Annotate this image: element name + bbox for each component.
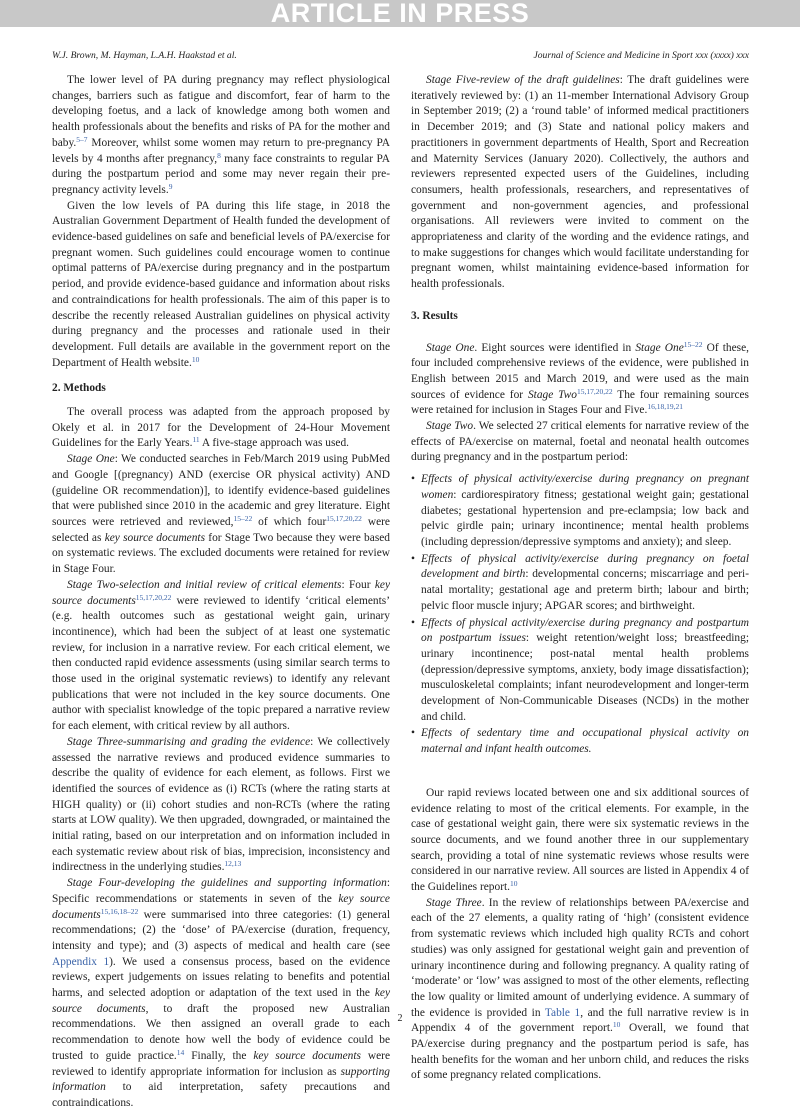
citation[interactable]: 15,17,20,22 — [576, 386, 613, 396]
spacer — [411, 766, 749, 786]
list-item: • Effects of sedentary time and occupational physical activity on maternal and infant health outcomes. — [411, 726, 749, 757]
citation[interactable]: 15,16,18–22 — [100, 906, 139, 916]
paragraph: The overall process was adapted from the approach proposed by Okely et al. in 2017 for the Development of 24-Hour Movement Guidelines for the Early Years.$^{11}$ A five-stage approach was used. — [52, 406, 390, 450]
list-item: • Effects of physical activity/exercise during pregnancy and postpartum on postpartum issues: weight retention/weight loss; breastfeeding; urinary incontinence; post-natal mental health problems (depression/depressive symptoms, anxiety, body image dissatisfaction); musculoskeletal complaints; infant neurodevelopment and longer-term development of Non-Communicable Diseases (NCDs) in the mother and child. — [411, 616, 749, 726]
paragraph: Stage One. Eight sources were identified in Stage One$^{15-22}$ Of these, four included comprehensive reviews of the evidence, were published in English between 2015 and March 2019, and were used as the main sources of evidence for Stage Two$^{15,17,20,22}$ The four remaining sources were retained for inclusion in Stages Four and Five.$^{16,18,19,21}$ — [411, 339, 749, 417]
page-number: 2 — [397, 1013, 403, 1024]
paragraph: Given the low levels of PA during this life stage, in 2018 the Australian Government Department of Health funded the development of evidence-based guidelines on safe and beneficial levels of PA/exercise for pregnant women. Such guidelines could encourage women to continue optimal patterns of PA/exercise during pregnancy and in the postpartum period, and provide evidence-based guidance and information about risks and contraindications for health professionals. The aim of this paper is to describe the recently released Australian guidelines on physical activity during pregnancy and the processes and rationale used in their development. Full details are available in the government report on the Department of Health website.$^{10}$ — [52, 199, 390, 369]
running-head — [52, 50, 749, 61]
citation[interactable]: 10 — [510, 879, 518, 889]
citation[interactable]: 12,13 — [224, 859, 242, 869]
list-item: • Effects of physical activity/exercise during pregnancy on foetal development and birth: developmental concerns; miscarriage and peri-natal mortality; gestational age and preterm birth; labour and birth; pelvic floor muscle injury; APGAR scores; and birthweight. — [411, 552, 749, 615]
citation[interactable]: 15,17,20,22 — [326, 513, 362, 523]
list-item: • Effects of physical activity/exercise during pregnancy on pregnant women: cardiorespiratory fitness; gestational weight gain; gestational diabetes; gestational hypertension and pre-eclampsia; low back and pelvic girdle pain; urinary incontinence; mental health problems (including depression/depressive symptoms and anxiety); and sleep. — [411, 472, 749, 551]
running-head-journal: Journal of Science and Medicine in Sport xxx (xxxx) xxx — [533, 50, 749, 61]
article-in-press-banner: ARTICLE IN PRESS — [0, 0, 800, 27]
right-column — [411, 73, 749, 1084]
citation[interactable]: 15–22 — [683, 339, 703, 349]
citation[interactable]: 15–22 — [233, 513, 253, 523]
paragraph: Stage Three-summarising and grading the evidence: We collectively assessed the narrative reviews and produced evidence summaries to describe the quality of evidence for each element, as follows. First we identified the sources of evidence as (i) RCTs (where the rating starts at HIGH quality) or (ii) cohort studies and non-RCTs (where the rating starts at LOW quality). We then upgraded, downgraded, or maintained the initial rating, based on our interpretation and on information included in each systematic review about risk of bias, imprecision, inconsistency and indirectness in the underlying studies.$^{12,13}$ — [52, 735, 390, 874]
critical-elements-list — [411, 472, 749, 758]
citation[interactable]: 8 — [217, 150, 221, 160]
citation[interactable]: 9 — [168, 181, 173, 191]
citation[interactable]: 16,18,19,21 — [647, 402, 683, 412]
table-link[interactable]: Table 1 — [544, 1006, 581, 1019]
citation[interactable]: 10 — [191, 354, 200, 364]
section-heading-results: 3. Results — [411, 309, 458, 322]
citation[interactable]: 5–7 — [76, 134, 88, 144]
citation[interactable]: 10 — [612, 1020, 621, 1030]
paragraph: Stage Four-developing the guidelines and supporting information: Specific recommendations or statements in seven of the key source documents$^{15,16,18-22}$ were summarised into three categories: (1) general recommendations; (2) the ‘dose’ of PA/exercise (duration, frequency, intensity and type); and (3) aspects of medical and health care (see Appendix 1). We used a consensus process, based on the evidence reviews, expert judgements on issues relating to benefits and potential harms, and selected adoption or adaptation of the text used in the key source documents, to draft the proposed new Australian recommendations. We then assigned an overall grade to each recommendation to denote how well the body of evidence could be trusted to guide practice.$^{14}$ Finally, the key source documents were reviewed to identify appropriate information for inclusion as supporting information to aid interpretation, safety precautions and contraindications. — [52, 877, 391, 1109]
running-head-authors: W.J. Brown, M. Hayman, L.A.H. Haakstad et al. — [52, 50, 237, 61]
citation[interactable]: 14 — [176, 1047, 185, 1057]
section-heading-methods: 2. Methods — [52, 382, 106, 395]
citation[interactable]: 11 — [192, 435, 200, 445]
paragraph: Stage One: We conducted searches in Feb/March 2019 using PubMed and Google [(pregnancy) AND (exercise OR physical activity) AND (guideline OR recommendation)], to identify evidence-based guidelines that were published since 2010 in the academic and grey literature. Eight sources were retrieved and reviewed,$^{15-22}$ of which four$^{15,17,20,22}$ were selected as key source documents for Stage Two because they were based on systematic reviews. The excluded documents were retained for review in Stage Four. — [52, 453, 390, 576]
paragraph: Our rapid reviews located between one and six additional sources of evidence relating to most of the critical elements. For example, in the case of gestational weight gain, there were six systematic reviews in the source documents, and we found another three in our supplementary search, providing a total of nine systematic reviews whose results were considered in our narrative review. All sources are listed in Appendix 4 of the Guidelines report.$^{10}$ — [411, 786, 749, 894]
citation[interactable]: 15,17,20,22 — [135, 592, 172, 602]
paragraph: Stage Two. We selected 27 critical elements for narrative review of the effects of PA/exercise on maternal, foetal and neonatal health outcomes during pregnancy and in the postpartum period: — [411, 420, 749, 464]
appendix-link[interactable]: Appendix 1 — [52, 955, 110, 968]
paragraph: The lower level of PA during pregnancy may reflect physiological changes, barriers such as fatigue and discomfort, fear of harm to the developing foetus, and a lack of knowledge among both women and health professionals about the benefits and risks of PA for the mother and baby.$^{5-7}$ Moreover, whilst some women may return to pre-pregnancy PA levels by 4 months after pregnancy,$^8$ many face constraints to regular PA during the postpartum period and some may never regain their pre-pregnancy activity levels.$^9$ — [52, 74, 390, 196]
paragraph: Stage Two-selection and initial review of critical elements: Four key source documents$^{15,17,20,22}$ were reviewed to identify ‘critical elements’ (e.g. health outcomes such as gestational weight gain, urinary incontinence), which had been the subject of at least one systematic review, for inclusion in a narrative review. For each critical element, we then conducted rapid evidence assessments (using similar search terms to those used in the original systematic reviews) to identify any relevant publications that were not included in the key source documents. One author with specialist knowledge of the topic prepared a narrative review for each element, with critical review by all authors. — [52, 578, 391, 733]
paragraph: Stage Three. In the review of relationships between PA/exercise and each of the 27 elements, a quality rating of ‘high’ (consistent evidence from systematic reviews which included high quality RCTs and cohort studies) was only assigned for gestational weight gain and prevention of urinary incontinence during and following pregnancy. A quality rating of ‘moderate’ or ‘low’ was assigned to most of the other elements, reflecting the low quality or limited amount of underlying evidence. A summary of the evidence is provided in Table 1, and the full narrative review is in Appendix 4 of the government report.$^{10}$ Overall, we found that PA/exercise during pregnancy and the postpartum period is safe, has health benefits for the woman and her unborn child, and reduces the risks of some pregnancy related complications. — [411, 896, 749, 1082]
paragraph: Stage Five-review of the draft guidelines: The draft guidelines were iteratively reviewed by: (1) an 11-member International Advisory Group in September 2019; (2) a ‘round table’ of informed medical practitioners in December 2019; and (3) State and national policy makers and practitioners in government departments of Health, Sport and Recreation and Maternity Services (January 2020). Collectively, the authors and reviewers represented expected users of the Guidelines, including consumers, health professionals, researchers, and representatives of government and non-government agencies, and professional organisations. All reviewers were invited to comment on the appropriateness and clarity of the wording and the evidence ratings, and to make suggestions for changes which would facilitate understanding for pregnant women, whilst maintaining evidence-based information for health professionals. — [411, 74, 749, 291]
left-column — [52, 73, 390, 1112]
